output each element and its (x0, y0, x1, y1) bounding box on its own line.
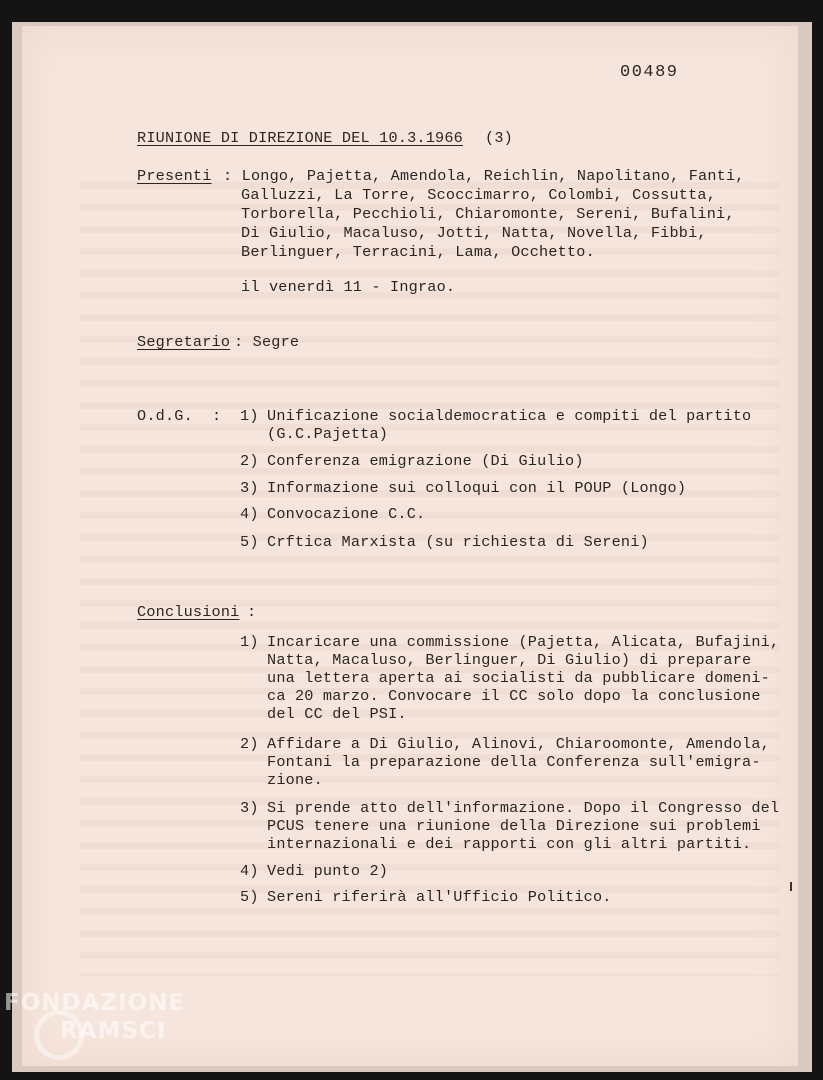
conclusione-item-line: Fontani la preparazione della Conferenza sull'emigra- (267, 753, 761, 771)
presenti-line: : Longo, Pajetta, Amendola, Reichlin, Napolitano, Fanti, (223, 167, 745, 185)
odg-label: O.d.G. (137, 407, 193, 425)
bleed-through (80, 176, 780, 976)
conclusione-item-line: del CC del PSI. (267, 705, 407, 723)
conclusione-item-line: una lettera aperta ai socialisti da pubblicare domeni- (267, 669, 770, 687)
conclusione-item-line: Incaricare una commissione (Pajetta, Alicata, Bufajini, (267, 633, 780, 651)
odg-item-line: Informazione sui colloqui con il POUP (Longo) (267, 479, 687, 497)
odg-item-line: Conferenza emigrazione (Di Giulio) (267, 452, 584, 470)
odg-item-line: Convocazione C.C. (267, 505, 426, 523)
odg-item-number: 3) (240, 479, 259, 497)
conclusioni-label: Conclusioni (137, 603, 240, 621)
document-title-suffix: (3) (485, 129, 513, 147)
presenti-label: Presenti (137, 167, 212, 185)
watermark-line2: RAMSCI (60, 1018, 167, 1044)
odg-item-line: Crftica Marxista (su richiesta di Sereni) (267, 533, 649, 551)
conclusione-item-line: Si prende atto dell'informazione. Dopo il Congresso del (267, 799, 780, 817)
odg-item-line: Unificazione socialdemocratica e compiti del partito (267, 407, 752, 425)
conclusione-item-line: zione. (267, 771, 323, 789)
conclusione-item-line: Vedi punto 2) (267, 862, 389, 880)
document-page (22, 26, 798, 1066)
conclusione-item-line: PCUS tenere una riunione della Direzione sui problemi (267, 817, 761, 835)
conclusione-item-line: ca 20 marzo. Convocare il CC solo dopo la conclusione (267, 687, 761, 705)
presenti-line: Galluzzi, La Torre, Scoccimarro, Colombi, Cossutta, (241, 186, 717, 204)
odg-item-number: 2) (240, 452, 259, 470)
odg-item-line: (G.C.Pajetta) (267, 425, 389, 443)
conclusione-item-line: Affidare a Di Giulio, Alinovi, Chiaroomonte, Amendola, (267, 735, 770, 753)
conclusione-item-line: internazionali e dei rapporti con gli altri partiti. (267, 835, 752, 853)
presenti-line: Berlinguer, Terracini, Lama, Occhetto. (241, 243, 595, 261)
edge-mark (790, 882, 792, 891)
presenti-line: Di Giulio, Macaluso, Jotti, Natta, Novella, Fibbi, (241, 224, 707, 242)
odg-item-number: 4) (240, 505, 259, 523)
odg-item-number: 5) (240, 533, 259, 551)
presenti-line: Torborella, Pecchioli, Chiaromonte, Sereni, Bufalini, (241, 205, 735, 223)
conclusione-item-number: 1) (240, 633, 259, 651)
conclusione-item-number: 4) (240, 862, 259, 880)
odg-colon: : (212, 407, 222, 425)
conclusioni-colon: : (247, 603, 257, 621)
segretario-value: : Segre (234, 333, 300, 351)
conclusione-item-line: Natta, Macaluso, Berlinguer, Di Giulio) di preparare (267, 651, 752, 669)
watermark-line1: FONDAZIONE (4, 990, 186, 1016)
odg-item-number: 1) (240, 407, 259, 425)
document-number: 00489 (620, 63, 679, 82)
conclusione-item-number: 2) (240, 735, 259, 753)
conclusione-item-line: Sereni riferirà all'Ufficio Politico. (267, 888, 612, 906)
presenti-note: il venerdì 11 - Ingrao. (241, 278, 456, 296)
document-title: RIUNIONE DI DIREZIONE DEL 10.3.1966 (137, 129, 463, 147)
segretario-label: Segretario (137, 333, 231, 351)
conclusione-item-number: 3) (240, 799, 259, 817)
conclusione-item-number: 5) (240, 888, 259, 906)
